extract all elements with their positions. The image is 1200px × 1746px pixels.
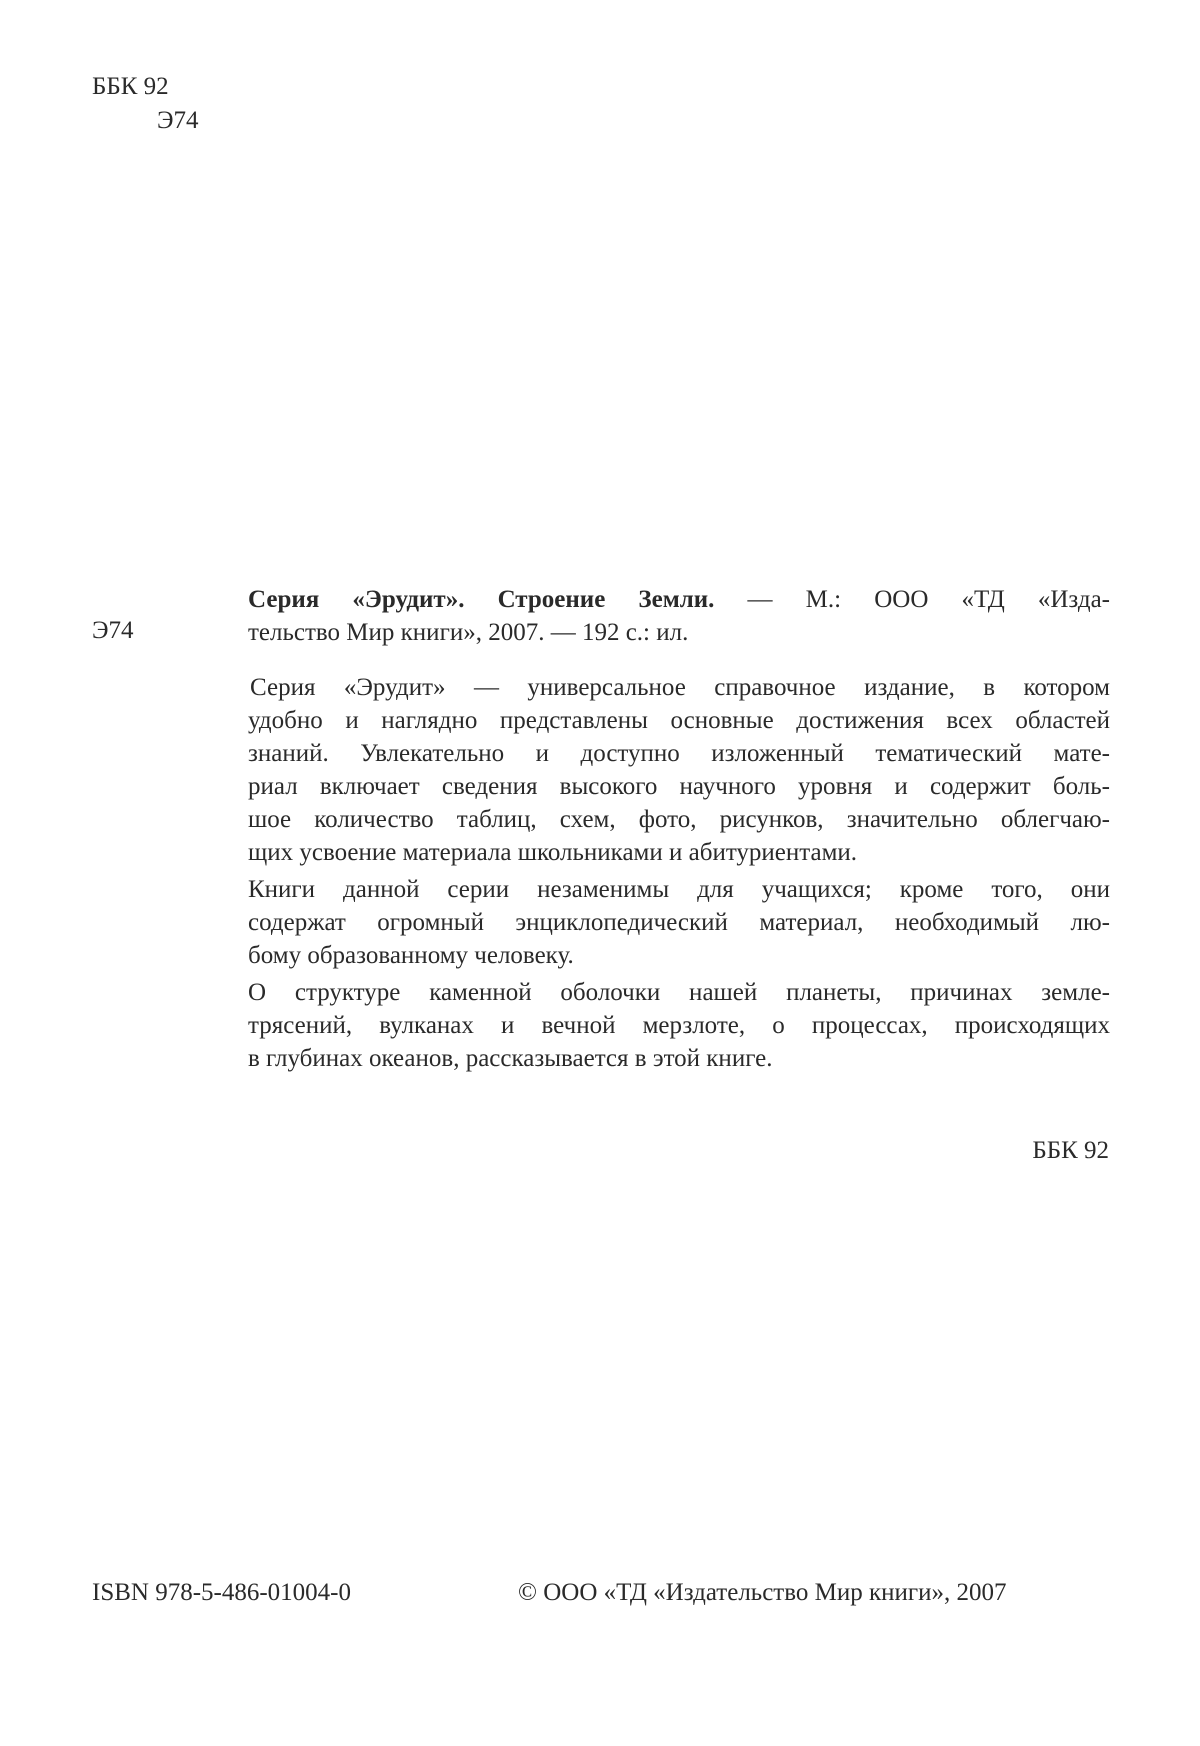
annotation-line: удобно и наглядно представлены основные достижения всех областей (248, 707, 1110, 734)
annotation-line: бому образованному человеку. (248, 942, 574, 969)
annotation-line: О структуре каменной оболочки нашей планеты, причинах земле- (248, 979, 1110, 1006)
annotation-paragraph-2 (248, 873, 1110, 972)
annotation-line: шое количество таблиц, схем, фото, рисунков, значительно облегчаю- (248, 806, 1110, 833)
annotation-line: содержат огромный энциклопедический материал, необходимый лю- (248, 909, 1110, 936)
bbk-code-bottom: ББК 92 (1032, 1137, 1109, 1164)
author-mark-top: Э74 (157, 107, 199, 134)
classification-codes (92, 70, 199, 138)
copyright-notice: © ООО «ТД «Издательство Мир книги», 2007 (518, 1579, 1007, 1606)
annotation-line: риал включает сведения высокого научного уровня и содержит боль- (248, 773, 1110, 800)
book-title: Серия «Эрудит». Строение Земли. (248, 586, 715, 613)
annotation-line: трясений, вулканах и вечной мерзлоте, о процессах, происходящих (248, 1012, 1110, 1039)
bibliographic-block (248, 583, 1110, 1075)
isbn: ISBN 978-5-486-01004-0 (92, 1579, 352, 1606)
bibliographic-line-1 (248, 583, 1110, 616)
annotation-line: в глубинах океанов, рассказывается в этой книге. (248, 1045, 773, 1072)
annotation-paragraph-1 (248, 671, 1110, 869)
annotation-line: знаний. Увлекательно и доступно изложенный тематический мате- (248, 740, 1110, 767)
annotation-line: Книги данной серии незаменимы для учащихся; кроме того, они (248, 876, 1110, 903)
annotation-line: щих усвоение материала школьниками и абитуриентами. (248, 839, 858, 866)
annotation-paragraph-3 (248, 976, 1110, 1075)
bibliographic-line-2: тельство Мир книги», 2007. — 192 с.: ил. (248, 619, 689, 646)
bbk-code-top: ББК 92 (92, 73, 169, 100)
author-mark-side: Э74 (92, 617, 134, 644)
annotation-line: Серия «Эрудит» — универсальное справочное издание, в котором (250, 674, 1110, 701)
publisher-part-1: — М.: ООО «ТД «Изда- (714, 586, 1110, 613)
